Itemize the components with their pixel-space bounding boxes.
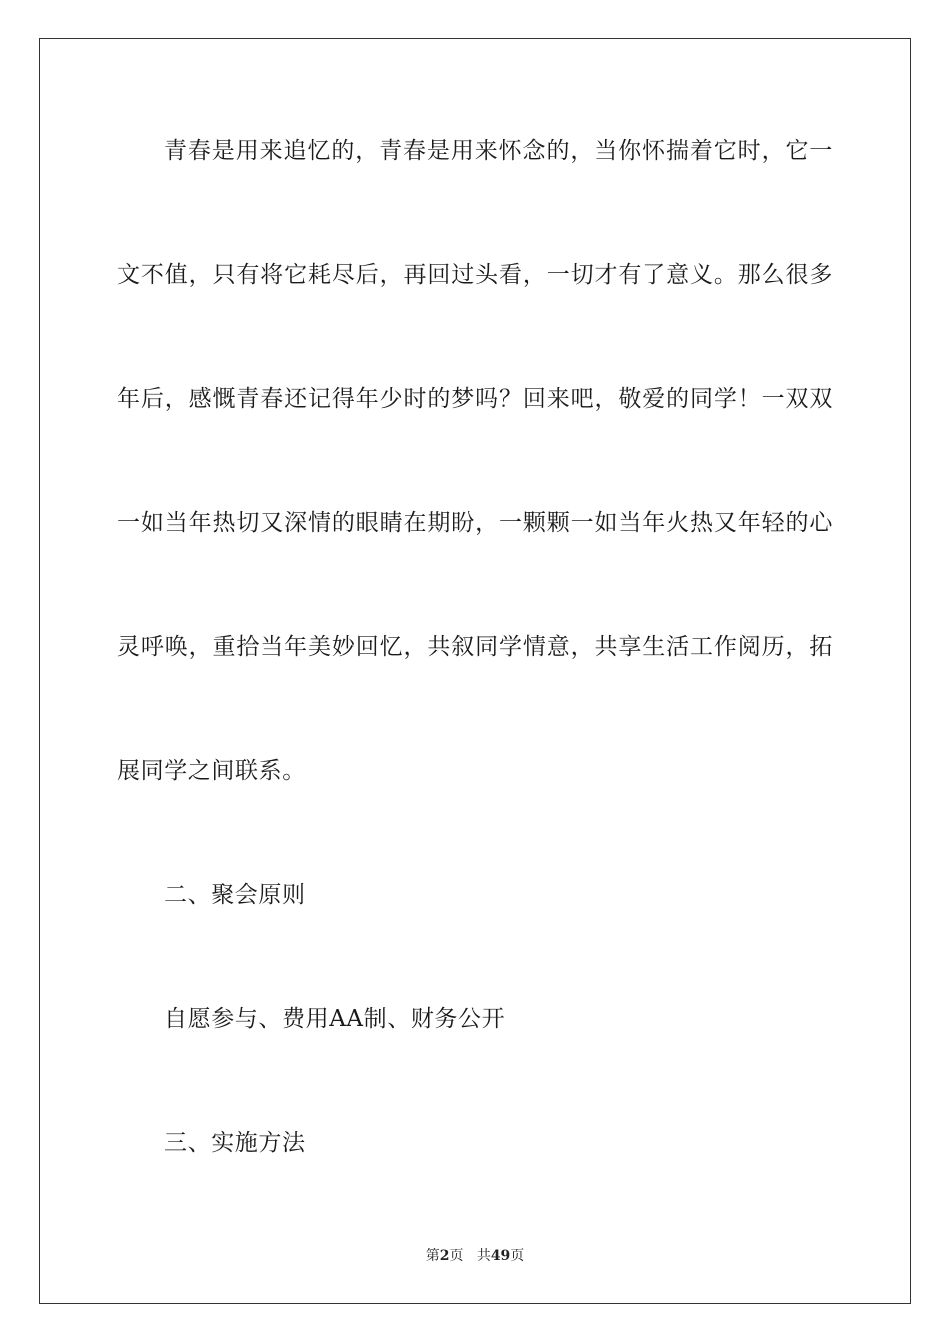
footer-page-number: 2	[439, 1248, 450, 1264]
section-two-heading: 二、聚会原则	[164, 882, 306, 908]
page-frame	[39, 38, 911, 1304]
paragraph-line-3: 年后，感慨青春还记得年少时的梦吗？回来吧，敬爱的同学！一双双	[117, 386, 833, 412]
paragraph-line-5: 灵呼唤，重拾当年美妙回忆，共叙同学情意，共享生活工作阅历，拓	[117, 634, 833, 660]
section-three-heading: 三、实施方法	[164, 1130, 306, 1156]
paragraph-line-2: 文不值，只有将它耗尽后，再回过头看，一切才有了意义。那么很多	[117, 262, 833, 288]
footer-page-prefix: 第	[425, 1248, 440, 1264]
footer-total-suffix: 页	[510, 1248, 525, 1264]
paragraph-line-6: 展同学之间联系。	[117, 758, 306, 784]
footer-total-prefix: 共	[476, 1248, 491, 1264]
footer-total-pages: 49	[490, 1248, 511, 1264]
paragraph-line-1: 青春是用来追忆的，青春是用来怀念的，当你怀揣着它时，它一	[164, 138, 833, 164]
section-two-body: 自愿参与、费用AA制、财务公开	[164, 1006, 506, 1032]
footer-page-suffix: 页	[449, 1248, 464, 1264]
page-footer	[0, 1247, 950, 1265]
paragraph-line-4: 一如当年热切又深情的眼睛在期盼，一颗颗一如当年火热又年轻的心	[117, 510, 833, 536]
